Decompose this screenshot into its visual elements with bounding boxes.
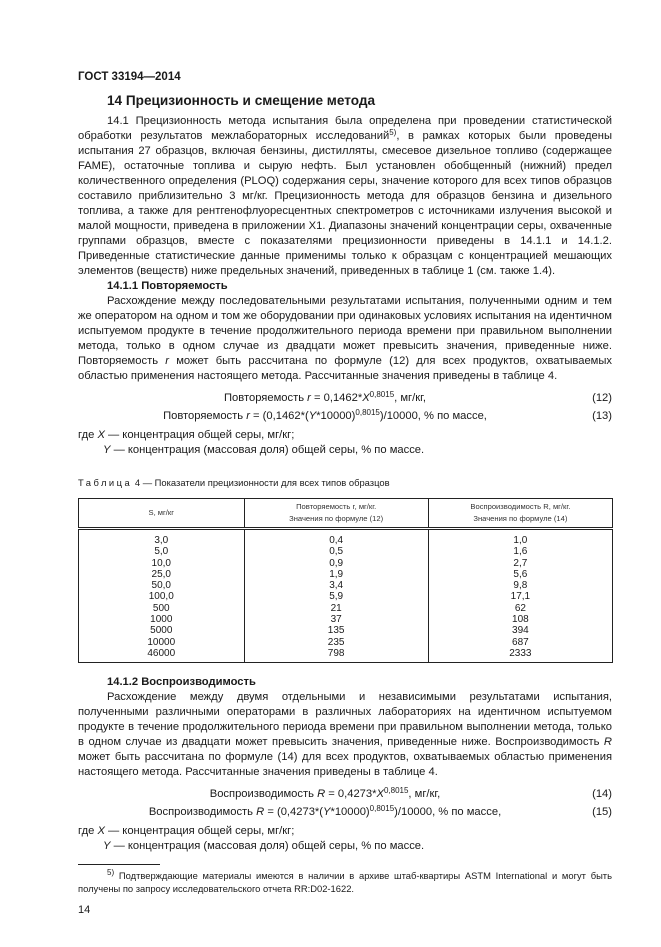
t: 4 — Показатели прецизионности для всех типов образцов xyxy=(132,477,390,488)
column-header: Повторяемость r, мг/кг. Значения по формуле (12) xyxy=(244,499,428,529)
t: Повторяемость xyxy=(224,392,308,404)
t: X xyxy=(362,392,370,404)
text: Расхождение между двумя отдельными и независимыми результатами испытания, полученными различными операторами в различных лабораториях на идентичном испытуемом продукте в течение продолжительного периода времени при правильном выполнении метода, только в одном случае из двадцати может превысить значения, приведенные ниже. Воспроизводимость xyxy=(78,691,612,749)
table-row xyxy=(79,603,613,614)
t: r xyxy=(307,392,311,404)
table-row xyxy=(79,580,613,591)
formula-13 xyxy=(78,407,612,425)
t: Y xyxy=(308,410,317,422)
table-cell: 46000 xyxy=(79,648,245,663)
table-cell: 3,0 xyxy=(79,529,245,547)
t: 0,8015 xyxy=(369,804,395,814)
table-cell: 2333 xyxy=(428,648,612,663)
t: — концентрация (массовая доля) общей серы, % по массе. xyxy=(110,840,425,853)
var: R xyxy=(603,736,612,749)
table-row xyxy=(79,529,613,547)
table-row xyxy=(79,614,613,625)
column-header: S, мг/кг xyxy=(79,499,245,529)
table-caption xyxy=(78,476,612,489)
text: может быть рассчитана по формуле (12) для всех продуктов, охватываемых областью применения настоящего метода. Рассчитанные значения приведены в таблице 4. xyxy=(78,355,613,382)
table-cell: 10,0 xyxy=(79,558,245,569)
t: — концентрация общей серы, мг/кг; xyxy=(104,429,295,441)
t: 0,8015 xyxy=(369,390,395,399)
t: — концентрация (массовая доля) общей серы, % по массе. xyxy=(110,444,425,456)
table-cell: 0,5 xyxy=(244,546,428,557)
table-cell: 17,1 xyxy=(428,591,612,602)
table-row xyxy=(79,625,613,636)
t: R xyxy=(317,788,326,801)
page-number: 14 xyxy=(78,904,91,917)
t: Повторяемость xyxy=(163,410,247,422)
t: 5) xyxy=(107,868,115,878)
t: R xyxy=(256,806,265,819)
table-cell: 62 xyxy=(428,603,612,614)
table-cell: 1000 xyxy=(79,614,245,625)
text: Расхождение между последовательными результатами испытания, полученными одним и тем же оператором на одном и том же оборудовании при одинаковых условиях испытания на идентичном испытуемом продукте в течение продолжительного периода времени при правильном выполнении метода, только в одном случае из двадцати может превысить значения, приведенные ниже. Повторяемость xyxy=(78,295,612,367)
footnote-divider xyxy=(78,864,160,865)
table-cell: 100,0 xyxy=(79,591,245,602)
t: *10000) xyxy=(316,410,356,422)
t: где xyxy=(78,825,98,838)
footnote-ref[interactable]: 5) xyxy=(389,128,397,137)
table-cell: 1,0 xyxy=(428,529,612,547)
text: может быть рассчитана по формуле (14) для всех продуктов, охватываемых областью применения настоящего метода. Рассчитанные значения приведены в таблице 4. xyxy=(78,751,612,779)
t: = (0,4273*( xyxy=(264,806,323,819)
table-cell: 1,9 xyxy=(244,569,428,580)
footnote xyxy=(78,869,612,895)
table-cell: 5000 xyxy=(79,625,245,636)
t: Подтверждающие материалы имеются в наличии в архиве штаб-квартиры ASTM International и могут быть получены по запросу исследовательского отчета RR:D02-1622. xyxy=(78,870,612,895)
table-cell: 0,4 xyxy=(244,529,428,547)
t: Таблица xyxy=(78,477,133,488)
table-cell: 135 xyxy=(244,625,428,636)
t: X xyxy=(97,825,105,838)
t: r xyxy=(246,410,250,422)
t: Y xyxy=(103,444,111,456)
table-cell: 50,0 xyxy=(79,580,245,591)
formula-12 xyxy=(78,389,612,407)
formula-number: (15) xyxy=(592,806,612,819)
legend-variables-2 xyxy=(78,824,612,854)
formula-15 xyxy=(78,803,612,821)
t: Воспроизводимость xyxy=(209,788,318,801)
t: Y xyxy=(323,806,331,819)
t: , мг/кг, xyxy=(408,788,441,801)
subsection-title-repeatability: 14.1.1 Повторяемость xyxy=(107,280,228,292)
table-cell: 1,6 xyxy=(428,546,612,557)
t: X xyxy=(376,788,384,801)
t: X xyxy=(97,429,105,441)
table-cell: 37 xyxy=(244,614,428,625)
table-cell: 2,7 xyxy=(428,558,612,569)
text: , в рамках которых были проведены испытания 27 образцов, включая бензины, дистилляты, смесевое дизельное топливо (содержащее FAME), остаточные топлива и сырую нефть. Был установлен обобщенный (нижний) предел количественного определения (PLOQ) содержания серы, значение которого для всех типов образцов составило приблизительно 3 мг/кг. Прецизионность метода для образцов бензина и дизельного топлива, а также для рентгенофлуоресцентных спектрометров с источниками излучения высокой и малой мощности, приведена в приложении X1. Диапазоны значений концентрации серы, охваченные группами образцов, вместе с показателями прецизионности приведены в 14.1.1 и 14.1.2. Приведенные статистические данные применимы только к образцам с концентрацией мешающих элементов (веществ) ниже предельных значений, приведенных в таблице 1 (см. также 1.4). xyxy=(78,130,612,277)
formula-number: (14) xyxy=(592,788,612,801)
t: , мг/кг, xyxy=(394,392,426,404)
t: 0,8015 xyxy=(383,786,409,796)
formula-14 xyxy=(78,785,612,803)
table-cell: 3,4 xyxy=(244,580,428,591)
legend-variables xyxy=(78,428,612,458)
t: )/10000, % по массе, xyxy=(394,806,502,819)
table-cell: 10000 xyxy=(79,637,245,648)
t: = (0,1462*( xyxy=(249,410,309,422)
formula-number: (12) xyxy=(592,392,612,404)
table-cell: 500 xyxy=(79,603,245,614)
paragraph-reproducibility xyxy=(78,690,612,780)
var: r xyxy=(165,355,169,367)
table-cell: 9,8 xyxy=(428,580,612,591)
table-cell: 108 xyxy=(428,614,612,625)
table-row xyxy=(79,648,613,663)
t: Воспроизводимость xyxy=(148,806,257,819)
table-cell: 5,6 xyxy=(428,569,612,580)
table-row xyxy=(79,569,613,580)
t: — концентрация общей серы, мг/кг; xyxy=(104,825,295,838)
precision-table xyxy=(78,498,613,663)
table-cell: 687 xyxy=(428,637,612,648)
subsection-title-reproducibility: 14.1.2 Воспроизводимость xyxy=(107,676,256,689)
column-header: Воспроизводимость R, мг/кг. Значения по формуле (14) xyxy=(428,499,612,529)
t: = 0,4273* xyxy=(325,788,377,801)
table-cell: 798 xyxy=(244,648,428,663)
section-title: 14 Прецизионность и смещение метода xyxy=(107,93,376,108)
table-cell: 0,9 xyxy=(244,558,428,569)
table-cell: 5,0 xyxy=(79,546,245,557)
t: 0,8015 xyxy=(355,408,380,417)
table-cell: 21 xyxy=(244,603,428,614)
table-cell: 235 xyxy=(244,637,428,648)
table-row xyxy=(79,546,613,557)
document-header: ГОСТ 33194—2014 xyxy=(78,71,181,83)
t: Y xyxy=(103,840,111,853)
t: где xyxy=(78,429,98,441)
paragraph-14-1 xyxy=(78,114,612,279)
table-cell: 394 xyxy=(428,625,612,636)
table-row xyxy=(79,591,613,602)
t: = 0,1462* xyxy=(310,392,363,404)
t: )/10000, % по массе, xyxy=(379,410,487,422)
table-cell: 25,0 xyxy=(79,569,245,580)
text: 14.1 Прецизионность метода испытания была определена при проведении статистической обработки результатов межлабораторных исследований xyxy=(78,115,612,142)
formula-number: (13) xyxy=(592,410,612,422)
t: *10000) xyxy=(330,806,370,819)
table-row xyxy=(79,637,613,648)
table-cell: 5,9 xyxy=(244,591,428,602)
table-row xyxy=(79,558,613,569)
paragraph-repeatability xyxy=(78,294,612,384)
